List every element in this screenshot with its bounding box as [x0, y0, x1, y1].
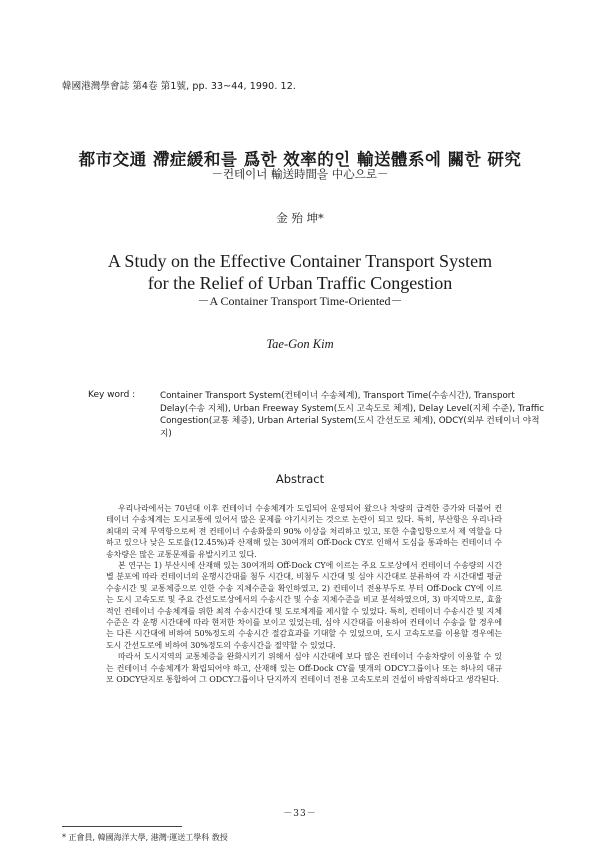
- page-number: －33－: [283, 809, 317, 819]
- footnote: * 正會員, 韓國海洋大學, 港灣·運送工學科 敎授: [62, 833, 228, 842]
- journal-header: 韓國港灣學會誌 第4卷 第1號, pp. 33~44, 1990. 12.: [62, 81, 296, 92]
- abstract-paragraph: 우리나라에서는 70년대 이후 컨테이너 수송체계가 도입되어 운영되어 왔으나 차량의 급격한 증가와 더불어 컨테이너 수송체계는 도시교통에 있어서 많은 문제를 야기시키는 것으로 논란이 되고 있다. 특히, 부산항은 우리나라 최대의 국제 무역항으로써 전 컨테이너 수송화물의 90% 이상을 처리하고 있고, 또한 수출입항으로서 제 역할을 다하고 있으나 낮은 도로율(12.45%)과 산재해 있는 30여개의 Off-Dock CY로 인해서 도심을 통과하는 컨테이너 수송차량은 많은 교통문제를 유발시키고 있다.: [106, 504, 502, 559]
- abstract-body: [106, 503, 502, 686]
- korean-title: 都市交通 滯症緩和를 爲한 效率的인 輸送體系에 關한 研究: [78, 150, 522, 169]
- english-title: [0, 250, 600, 294]
- footnote-divider: [62, 826, 182, 827]
- keyword-label: Key word :: [88, 390, 136, 400]
- korean-subtitle: －컨테이너 輸送時間을 中心으로－: [211, 167, 389, 181]
- abstract-paragraph: 따라서 도시지역의 교통체증을 완화시키기 위해서 심야 시간대에 보다 많은 컨테이너 수송차량이 이용할 수 있는 컨테이너 수송체계가 확립되어야 하고, 산재해 있는 Off-Dock CY를 몇개의 ODCY그룹이나 또는 하나의 대규모 ODCY단지로 통합하여 그 ODCY그룹이나 단지까지 컨테이너 전용 고속도로의 건설이 바람직하다고 생각된다.: [106, 652, 502, 685]
- korean-author: 金 殆 坤*: [276, 211, 324, 225]
- english-author: Tae-Gon Kim: [266, 337, 334, 351]
- keyword-list: Container Transport System(컨테이너 수송체계), Transport Time(수송시간), Transport Delay(수송 지체), Urban Freeway System(도시 고속도로 체계), Delay Level(지체 수준), Traffic Congestion(교통 체증), Urban Arterial System(도시 간선도로 체계), ODCY(외부 컨테이너 야적지): [160, 391, 545, 439]
- english-title-line1: A Study on the Effective Container Transport System: [107, 251, 493, 271]
- english-subtitle: －A Container Transport Time-Oriented－: [197, 294, 403, 308]
- abstract-paragraph: 본 연구는 1) 부산시에 산재해 있는 30여개의 Off-Dock CY에 이르는 주요 도로상에서 컨테이너 수송량의 시간별 분포에 따라 컨테이너의 운행시간대를 첨두 시간대, 비첨두 시간대 및 심야 시간대로 분류하여 각 시간대별 평균 수송시간 및 교통체증으로 인한 수송 지체수준을 확인하였고, 2) 컨테이너 전용부두로 부터 Off-Dock CY에 이르는 도시 고속도로 및 주요 간선도로상에서의 수송시간 및 수송 지체수준을 비교 분석하였으며, 3) 마지막으로, 효율적인 컨테이너 수송체계를 위한 최적 수송시간대 및 도로체계를 제시할 수 있었다. 특히, 컨테이너 수송시간 및 지체수준은 각 운행 시간대에 따라 현저한 차이를 보이고 있었는데, 심야 시간대를 이용하여 컨테이너 수송을 할 경우에는 다른 시간대에 비하여 50%정도의 수송시간 절감효과를 기대할 수 있었으며, 도시 고속도로를 이용할 경우에는 도시 간선도로에 비하여 30%정도의 수송시간을 절약할 수 있었다.: [106, 561, 502, 650]
- english-title-line2: for the Relief of Urban Traffic Congestion: [147, 273, 453, 293]
- abstract-heading: Abstract: [275, 472, 325, 486]
